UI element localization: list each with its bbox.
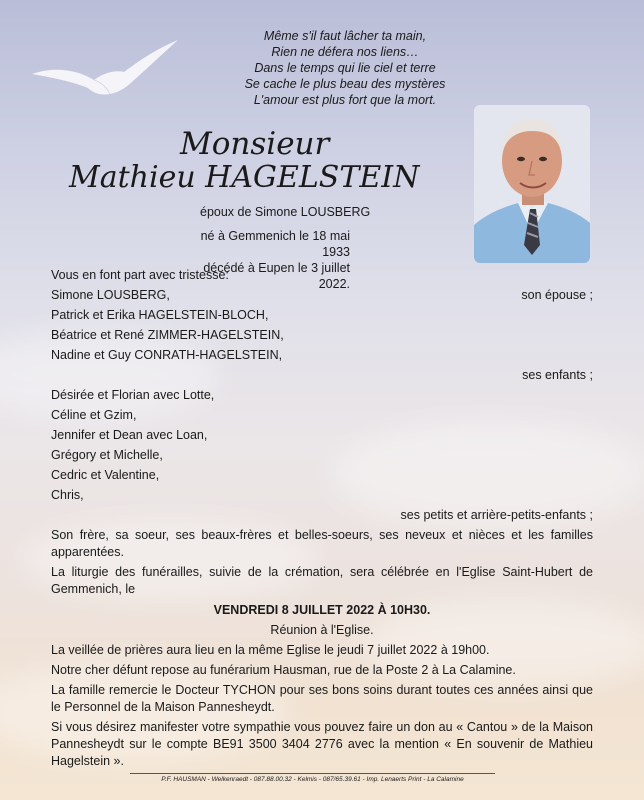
donation-paragraph: Si vous désirez manifester votre sympathie vous pouvez faire un don au « Cantou » de la Maison Pannesheydt sur le compte BE91 3500 3404 2776 avec la mention « En souvenir de Mathieu Hagelstein ».: [51, 720, 593, 768]
footer-credits: P.F. HAUSMAN - Welkenraedt - 087.88.00.32 - Kelmis - 087/65.39.61 - Imp. Lenaerts Print - La Calamine: [161, 776, 464, 783]
spouse-line: époux de Simone LOUSBERG: [200, 205, 371, 219]
spouse-relation: son épouse ;: [521, 288, 593, 302]
poem: [200, 28, 490, 108]
death-line: décédé à Eupen le 3 juillet 2022.: [203, 261, 350, 291]
child-name: Béatrice et René ZIMMER-HAGELSTEIN,: [51, 328, 284, 342]
poem-line: L'amour est plus fort que la mort.: [253, 93, 437, 107]
poem-line: Rien ne défera nos liens…: [271, 45, 419, 59]
family-row-child: [51, 345, 593, 365]
grandchild-name: Désirée et Florian avec Lotte,: [51, 388, 215, 402]
family-row-grandchild: [51, 485, 593, 505]
poem-line: Même s'il faut lâcher ta main,: [263, 29, 427, 43]
children-relation-row: [51, 365, 593, 385]
grandchild-name: Chris,: [51, 488, 84, 502]
birth-line: né à Gemmenich le 18 mai 1933: [200, 229, 350, 259]
intro-text: Vous en font part avec tristesse:: [51, 268, 229, 282]
poem-line: Dans le temps qui lie ciel et terre: [254, 61, 436, 75]
grandchild-name: Céline et Gzim,: [51, 408, 137, 422]
meeting-note: Réunion à l'Eglise.: [270, 623, 374, 637]
family-row-spouse: [51, 285, 593, 305]
family-row-child: [51, 325, 593, 345]
vigil-paragraph: La veillée de prières aura lieu en la même Eglise le jeudi 7 juillet 2022 à 19h00.: [51, 643, 490, 657]
children-relation: ses enfants ;: [522, 368, 593, 382]
deceased-name: Mathieu HAGELSTEIN: [69, 160, 420, 195]
child-name: Nadine et Guy CONRATH-HAGELSTEIN,: [51, 348, 283, 362]
family-row-grandchild: [51, 465, 593, 485]
grandchild-name: Cedric et Valentine,: [51, 468, 160, 482]
grandchildren-relation: ses petits et arrière-petits-enfants ;: [400, 508, 593, 522]
grandchild-name: Jennifer et Dean avec Loan,: [51, 428, 208, 442]
portrait-image: [474, 105, 590, 263]
poem-line: Se cache le plus beau des mystères: [244, 77, 446, 91]
spouse-name: Simone LOUSBERG,: [51, 288, 170, 302]
title-salutation: Monsieur: [180, 126, 330, 162]
rest-paragraph: Notre cher défunt repose au funérarium Hausman, rue de la Poste 2 à La Calamine.: [51, 663, 516, 677]
siblings-paragraph: Son frère, sa soeur, ses beaux-frères et belles-soeurs, ses neveux et nièces et les familles apparentées.: [51, 528, 593, 559]
family-row-grandchild: [51, 405, 593, 425]
family-row-grandchild: [51, 385, 593, 405]
family-row-child: [51, 305, 593, 325]
grandchild-name: Grégory et Michelle,: [51, 448, 163, 462]
liturgy-paragraph: La liturgie des funérailles, suivie de la crémation, sera célébrée en l'Eglise Saint-Hubert de Gemmenich, le: [51, 565, 593, 596]
thanks-paragraph: La famille remercie le Docteur TYCHON pour ses bons soins durant toutes ces années ainsi que le Personnel de la Maison Pannesheydt.: [51, 683, 593, 714]
child-name: Patrick et Erika HAGELSTEIN-BLOCH,: [51, 308, 269, 322]
funeral-date: VENDREDI 8 JUILLET 2022 À 10H30.: [213, 603, 431, 617]
portrait-photo: [474, 105, 590, 263]
family-row-grandchild: [51, 445, 593, 465]
grandchildren-relation-row: [51, 505, 593, 525]
family-row-grandchild: [51, 425, 593, 445]
seagull-icon: [30, 38, 185, 108]
announcement-body: [51, 265, 593, 773]
intro-line: [51, 265, 593, 285]
footer-divider: [130, 773, 495, 774]
